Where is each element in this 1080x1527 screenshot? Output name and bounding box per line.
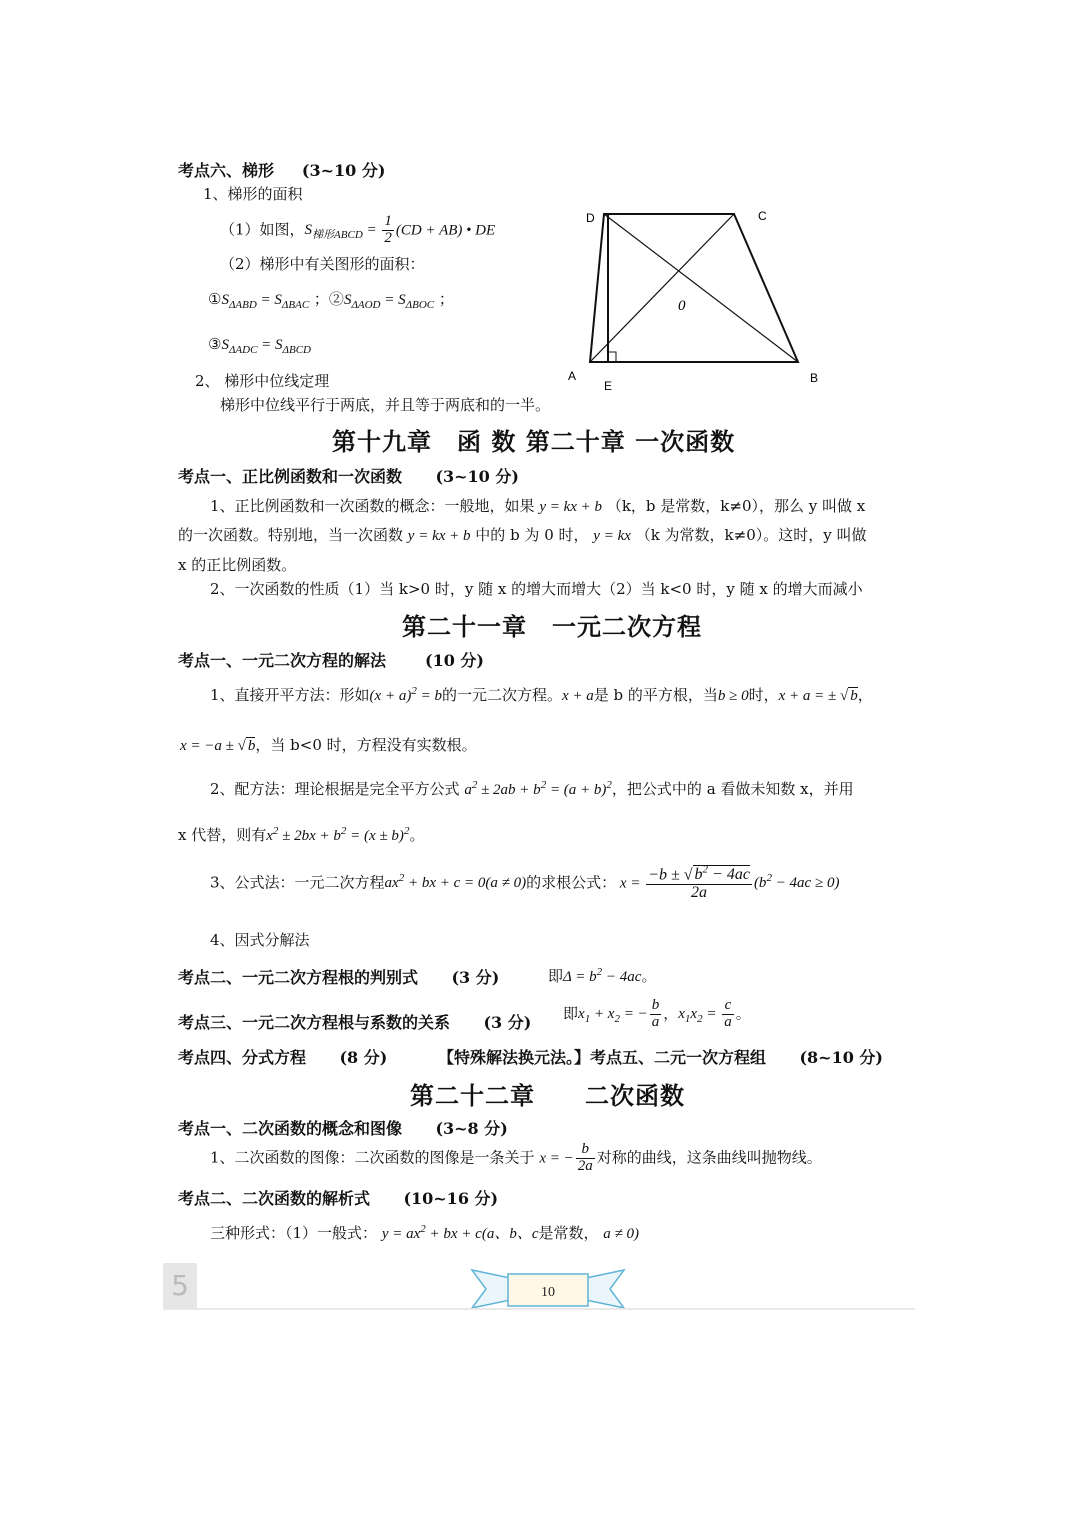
trapezoid-figure [560, 200, 830, 400]
discriminant: 即$\Delta = b^2 - 4ac$。 [548, 966, 657, 985]
method-2-line1: 2、配方法：理论根据是完全平方公式 $a^2 \pm 2ab + b^2 = (a + b)^2$，把公式中的 a 看做未知数 x，并用 [210, 779, 854, 798]
section-title-ch21-kd2: 考点二、一元二次方程根的判别式 (3 分) [178, 968, 500, 987]
chapter-22-heading: 第二十二章 二次函数 [410, 1081, 685, 1110]
label-d: D [586, 211, 595, 225]
kd6-item1: 1、梯形的面积 [203, 185, 303, 203]
right-angle-mark [608, 352, 616, 362]
ch19-p2: 2、一次函数的性质（1）当 k>0 时，y 随 x 的增大而增大（2）当 k<0 时，y 随 x 的增大而减小 [210, 580, 863, 598]
method-2-line2: x 代替，则有$x^2 \pm 2bx + b^2 = (x \pm b)^2$。 [178, 825, 425, 844]
trapezoid-area-formula: （1）如图，$S_{梯形ABCD}$ = $\frac{1}{2}$ (CD + AB) • DE [220, 213, 496, 246]
vieta-formulas: 即$x_1 + x_2$ = − $\frac{b}{a}$ ，$x_1x_2$ = $\frac{c}{a}$ 。 [563, 997, 751, 1030]
section-title-ch21-kd5: 【特殊解法换元法。】考点五、二元一次方程组 (8~10 分) [438, 1048, 883, 1067]
method-1-line1: 1、直接开平方法：形如$(x + a)^2 = b$的一元二次方程。x + a是 b 的平方根，当b ≥ 0时，x + a = ± √ b， [210, 685, 873, 704]
page-number-ribbon [470, 1266, 626, 1312]
label-o: 0 [678, 298, 686, 314]
ch19-p1-line1: 1、正比例函数和一次函数的概念：一般地，如果 y = kx + b （k，b 是常数，k≠0），那么 y 叫做 x [210, 497, 866, 515]
kd6-item2-text: 梯形中位线平行于两底，并且等于两底和的一半。 [220, 396, 551, 414]
label-c: C [758, 209, 767, 223]
label-b: B [810, 371, 819, 385]
section-title-ch19-kd1: 考点一、正比例函数和一次函数 (3~10 分) [178, 467, 519, 486]
trapezoid-outline [590, 214, 798, 362]
chapter-19-heading: 第十九章 函 数 第二十章 一次函数 [332, 427, 736, 456]
footer-divider [163, 1308, 915, 1310]
section-title-ch21-kd1: 考点一、一元二次方程的解法 (10 分) [178, 651, 484, 670]
label-a: A [568, 369, 577, 383]
section-title-ch21-kd4: 考点四、分式方程 (8 分) [178, 1048, 388, 1067]
page-number: 10 [541, 1285, 555, 1300]
area-relation-2: $③S_{\Delta ADC} = S_{\Delta BCD}$ [208, 335, 312, 356]
ch19-p1-line3: x 的正比例函数。 [178, 556, 297, 574]
page-badge: 5 [163, 1263, 197, 1309]
parabola-axis: 1、二次函数的图像：二次函数的图像是一条关于 x = − $\frac{b}{2a}$ 对称的曲线，这条曲线叫抛物线。 [210, 1141, 822, 1174]
section-title-ch21-kd3: 考点三、一元二次方程根与系数的关系 (3 分) [178, 1013, 532, 1032]
general-form: 三种形式：（1）一般式： $y = ax^2$ + bx + c(a、b、c是常数， a ≠ 0) [210, 1223, 640, 1242]
ch19-p1-line2: 的一次函数。特别地，当一次函数 y = kx + b 中的 b 为 0 时， y = kx （k 为常数，k≠0）。这时，y 叫做 [178, 526, 867, 544]
kd6-item1-2: （2）梯形中有关图形的面积： [220, 255, 425, 273]
label-e: E [604, 379, 613, 393]
section-title-ch22-kd2: 考点二、二次函数的解析式 (10~16 分) [178, 1189, 499, 1208]
section-title-kd6: 考点六、梯形 (3~10 分) [178, 161, 386, 180]
diagonal-ca [590, 214, 734, 362]
method-1-line2: x = −a ± √ b，当 b<0 时，方程没有实数根。 [180, 736, 477, 754]
diagonal-db [604, 214, 798, 362]
area-relation-1: $①S_{\Delta ABD} = S_{\Delta BAC}$ ；$②S_{\Delta AOD} = S_{\Delta BOC}$ ； [208, 290, 454, 311]
section-title-ch22-kd1: 考点一、二次函数的概念和图像 (3~8 分) [178, 1119, 508, 1138]
kd6-item2: 2、 梯形中位线定理 [195, 372, 330, 390]
method-3-quadratic-formula: 3、公式法：一元二次方程$ax^2$ + bx + c = 0(a ≠ 0)的求根公式： x = $\frac{-b \pm √ b^2 - 4ac}{2a}$ $(b^2 - 4ac \ge 0)$ [210, 864, 840, 902]
method-4: 4、因式分解法 [210, 931, 310, 949]
chapter-21-heading: 第二十一章 一元二次方程 [402, 612, 702, 641]
